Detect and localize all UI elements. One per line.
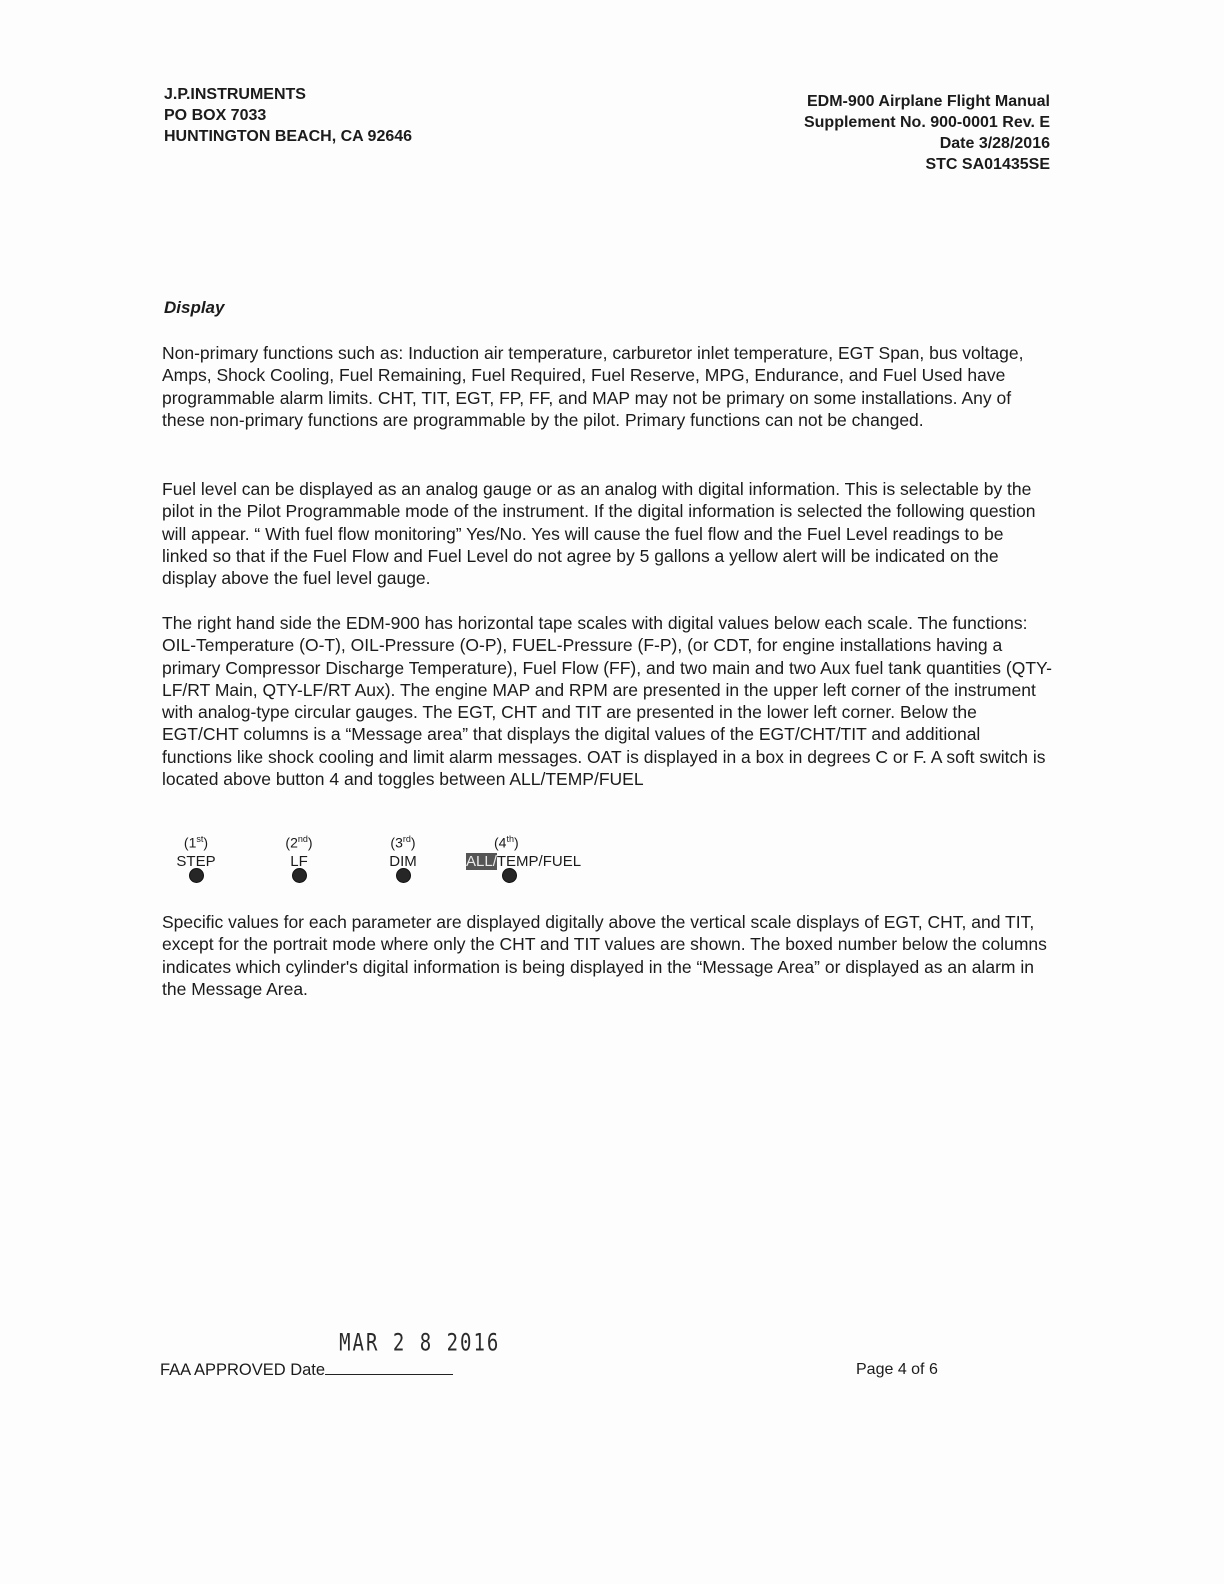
po-box: PO BOX 7033 xyxy=(164,107,267,124)
button-ordinal: (2nd) xyxy=(285,834,313,851)
button-2 xyxy=(283,830,315,883)
paragraph: Non-primary functions such as: Induction air temperature, carburetor inlet temperature, EGT Span, bus voltage, Amps, Shock Cooling, Fuel Remaining, Fuel Required, Fuel Reserve, MPG, Endurance, and Fuel Used have programmable alarm limits. CHT, TIT, EGT, FP, FF, and MAP may not be primary on some installations. Any of these non-primary functions are programmable by the pilot. Primary functions can not be changed. xyxy=(162,343,1024,430)
date-stamp: MAR 2 8 2016 xyxy=(339,1329,501,1357)
button-3 xyxy=(386,830,420,883)
paragraph: Fuel level can be displayed as an analog gauge or as an analog with digital information. This is selectable by the pilot in the Pilot Programmable mode of the instrument. If the digital information is selected the following question will appear. “ With fuel flow monitoring” Yes/No. Yes will cause the fuel flow and the Fuel Level readings to be linked so that if the Fuel Flow and Fuel Level do not agree by 5 gallons a yellow alert will be indicated on the display above the fuel level gauge. xyxy=(162,479,1036,589)
manual-info-block xyxy=(804,91,1050,175)
button-ordinal: (3rd) xyxy=(390,834,416,851)
button-4 xyxy=(466,830,606,883)
soft-switch-highlight: ALL/ xyxy=(466,852,497,870)
date-signature-line xyxy=(325,1329,501,1375)
city-line: HUNTINGTON BEACH, CA 92646 xyxy=(164,128,413,145)
button-diagram xyxy=(0,830,1224,890)
button-label: STEP xyxy=(176,852,216,870)
page-number: Page 4 of 6 xyxy=(856,1361,938,1378)
faa-approved-label: FAA APPROVED Date xyxy=(160,1361,326,1379)
faa-approval xyxy=(160,1329,501,1380)
company-name: J.P.INSTRUMENTS xyxy=(164,86,306,103)
button-ordinal: (4th) xyxy=(494,834,519,851)
manual-title: EDM-900 Airplane Flight Manual xyxy=(807,93,1050,110)
button-1 xyxy=(174,830,218,883)
revision-date: Date 3/28/2016 xyxy=(939,135,1050,152)
stc-number: STC SA01435SE xyxy=(925,156,1050,173)
paragraph: Specific values for each parameter are displayed digitally above the vertical scale displays of EGT, CHT, and TIT, except for the portrait mode where only the CHT and TIT values are shown. The boxed number below the columns indicates which cylinder's digital information is being displayed in the “Message Area” or displayed as an alarm in the Message Area. xyxy=(162,912,1047,999)
section-title: Display xyxy=(164,298,225,317)
button-label: LF xyxy=(290,852,308,870)
button-label: DIM xyxy=(389,852,417,870)
button-label: ALL/TEMP/FUEL xyxy=(466,852,582,870)
paragraph: The right hand side the EDM-900 has horizontal tape scales with digital values below each scale. The functions: OIL-Temperature (O-T), OIL-Pressure (O-P), FUEL-Pressure (F-P), (or CDT, for engine installations having a primary Compressor Discharge Temperature), Fuel Flow (FF), and two main and two Aux fuel tank quantities (QTY-LF/RT Main, QTY-LF/RT Aux). The engine MAP and RPM are presented in the upper left corner of the instrument with analog-type circular gauges. The EGT, CHT and TIT are presented in the lower left corner. Below the EGT/CHT columns is a “Message area” that displays the digital values of the EGT/CHT/TIT and additional functions like shock cooling and limit alarm messages. OAT is displayed in a box in degrees C or F. A soft switch is located above button 4 and toggles between ALL/TEMP/FUEL xyxy=(162,613,1052,790)
button-ordinal: (1st) xyxy=(183,834,209,851)
company-address-block xyxy=(164,84,412,147)
supplement-number: Supplement No. 900-0001 Rev. E xyxy=(803,114,1050,131)
